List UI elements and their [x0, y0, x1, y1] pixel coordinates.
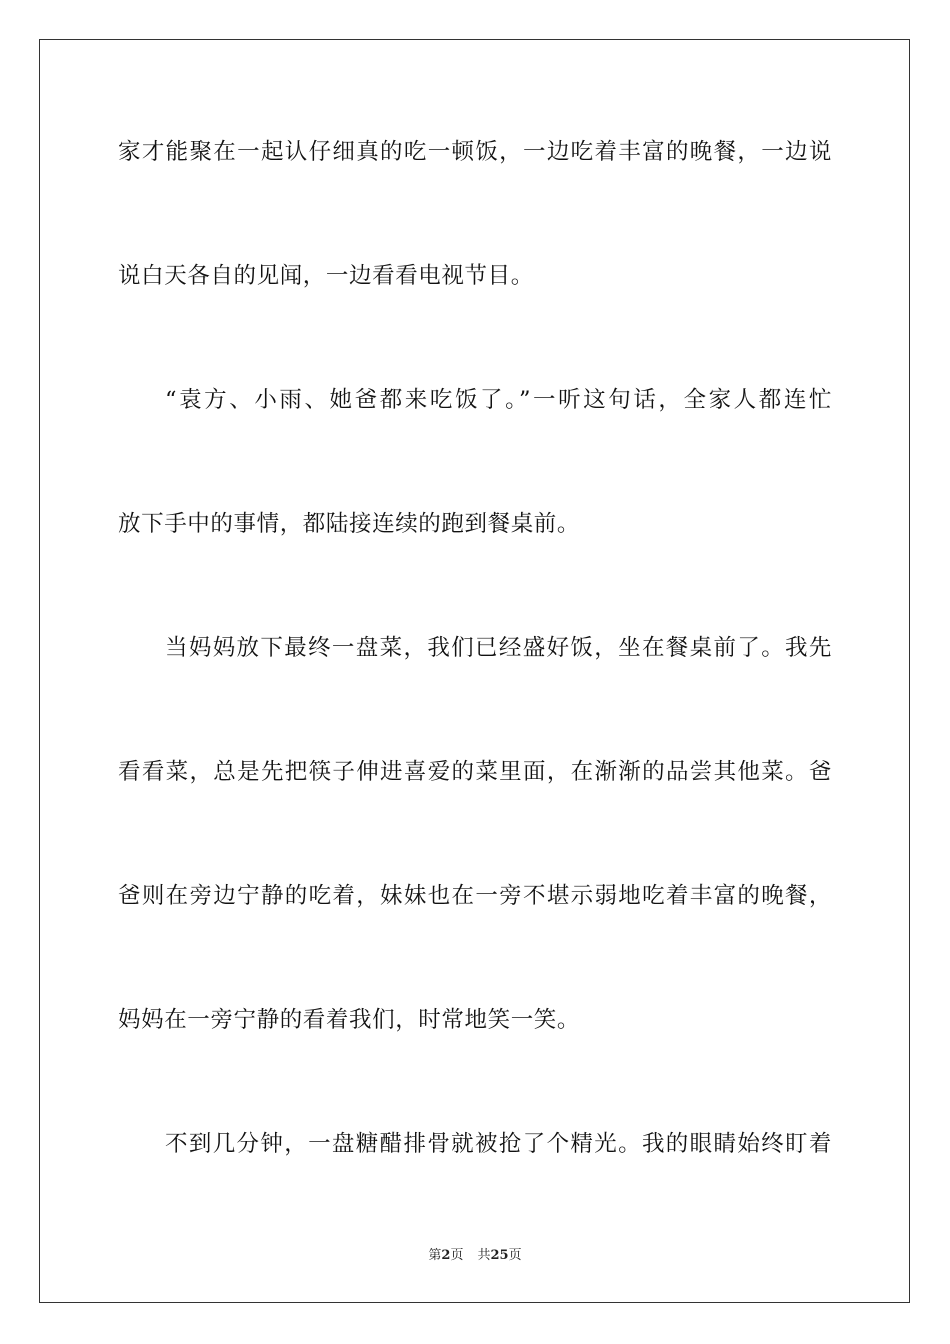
- text-line: 当妈妈放下最终一盘菜，我们已经盛好饭，坐在餐桌前了。我先: [165, 635, 832, 661]
- page-border: [39, 39, 910, 1303]
- text-line: “袁方、小雨、她爸都来吃饭了。”一听这句话，全家人都连忙: [165, 387, 832, 413]
- text-line: 说白天各自的见闻，一边看看电视节目。: [118, 263, 534, 289]
- text-line: 爸则在旁边宁静的吃着，妹妹也在一旁不堪示弱地吃着丰富的晚餐，: [118, 883, 832, 909]
- text-line: 家才能聚在一起认仔细真的吃一顿饭，一边吃着丰富的晚餐，一边说: [118, 139, 832, 165]
- text-line: 看看菜，总是先把筷子伸进喜爱的菜里面，在渐渐的品尝其他菜。爸: [118, 759, 832, 785]
- page-number: 2: [441, 1248, 451, 1263]
- page-suffix: 页: [450, 1248, 464, 1263]
- page-prefix: 第: [428, 1248, 442, 1263]
- total-pages: 25: [490, 1248, 509, 1263]
- total-prefix: 共: [477, 1248, 491, 1263]
- text-line: 不到几分钟，一盘糖醋排骨就被抢了个精光。我的眼睛始终盯着: [165, 1131, 832, 1157]
- text-line: 妈妈在一旁宁静的看着我们，时常地笑一笑。: [118, 1007, 581, 1033]
- text-line: 放下手中的事情，都陆接连续的跑到餐桌前。: [118, 511, 581, 537]
- total-suffix: 页: [508, 1248, 522, 1263]
- page-footer: [0, 1246, 950, 1266]
